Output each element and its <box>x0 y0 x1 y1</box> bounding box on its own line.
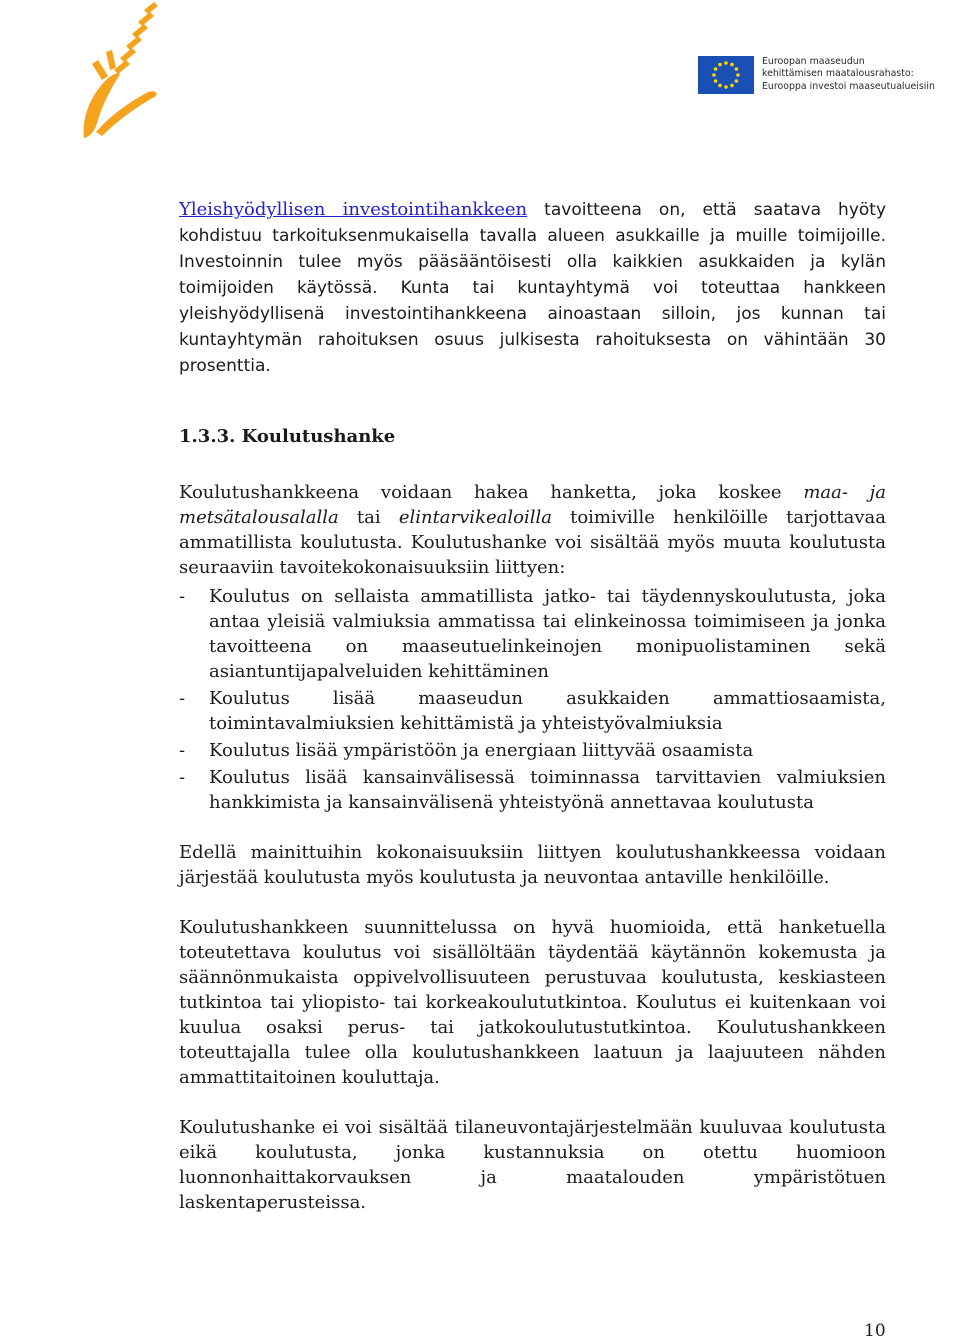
list-dash: - <box>179 586 186 607</box>
list-dash: - <box>179 767 186 788</box>
list-item-text: Koulutus on sellaista ammatillista jatko- tai täydennyskoulutusta, joka antaa yleisiä valmiuksia ammatissa tai elinkeinossa toimimiseen ja jonka tavoitteena on maaseutuelinkeinojen monipuolistaminen sekä asiantuntijapalveluiden kehittäminen <box>209 586 886 682</box>
page-number: 10 <box>864 1321 886 1341</box>
section-heading: 1.3.3. Koulutushanke <box>179 426 396 447</box>
list-item-text: Koulutus lisää kansainvälisessä toiminnassa tarvittavien valmiuksien hankkimista ja kansainvälisenä yhteistyönä annettavaa koulutusta <box>209 767 886 813</box>
paragraph-koulutushanke <box>179 480 886 580</box>
paragraph-text: tai <box>338 507 399 528</box>
list-item <box>179 686 886 736</box>
eu-caption-line: Euroopan maaseudun <box>762 56 865 67</box>
link-yleishyodyllinen-investointihanke[interactable]: Yleishyödyllisen investointihankkeen <box>179 199 528 220</box>
paragraph-planning: Koulutushankkeen suunnittelussa on hyvä huomioida, että hanketuella toteutettava koulutus voi sisällöltään täydentää käytännön kokemusta ja säännönmukaista oppivelvollisuuteen perustuvaa koulutusta, keskiasteen tutkintoa tai yliopisto- tai korkeakoulututkintoa. Koulutus ei kuitenkaan voi kuulua osaksi perus- tai jatkokoulutustutkintoa. Koulutushankkeen toteuttajalla tulee olla koulutushankkeen laatuun ja laajuuteen nähden ammattitaitoinen kouluttaja. <box>179 917 886 1088</box>
list-item <box>179 765 886 815</box>
paragraph-text: tavoitteena on, että saatava hyöty kohdistuu tarkoituksenmukaisella tavalla alueen asukkaille ja muille toimijoille. Investoinnin tulee myös pääsääntöisesti olla kaikkien asukkaiden ja kylän toimijoiden käytössä. <box>179 200 887 298</box>
eu-funding-logo <box>698 56 938 96</box>
document-body <box>179 197 886 1215</box>
emphasis-text: elintarvikealoilla <box>398 507 552 528</box>
list-item <box>179 738 886 763</box>
eu-caption-line: Eurooppa investoi maaseutualueisiin <box>762 80 935 92</box>
paragraph-exclusions: Koulutushanke ei voi sisältää tilaneuvontajärjestelmään kuuluvaa koulutusta eikä koulutusta, jonka kustannuksia on otettu huomioon luonnonhaittakorvauksen ja maatalouden ympäristötuen laskentaperusteissa. <box>179 1117 886 1213</box>
leader-logo-icon <box>74 0 164 142</box>
eu-caption-line: kehittämisen maatalousrahasto: <box>762 68 914 80</box>
list-item-text: Koulutus lisää maaseudun asukkaiden ammattiosaamista, toimintavalmiuksien kehittämistä ja yhteistyövalmiuksia <box>209 688 886 734</box>
list-item <box>179 584 886 684</box>
paragraph-text: Koulutushankkeena voidaan hakea hanketta, joka koskee <box>179 482 804 503</box>
objectives-list <box>179 584 886 815</box>
eu-flag-icon <box>698 56 754 94</box>
emphasis-text: maa- ja metsätalousalalla <box>179 482 886 528</box>
paragraph-text: Kunta tai kuntayhtymä voi toteuttaa hankkeen yleishyödyllisenä investointihankkeena ainoastaan silloin, jos kunnan tai kuntayhtymän rahoituksen osuus julkisesta rahoituksesta on vähintään 30 prosenttia. <box>179 278 886 376</box>
list-item-text: Koulutus lisää ympäristöön ja energiaan liittyvää osaamista <box>209 740 754 761</box>
list-dash: - <box>179 688 186 709</box>
paragraph-related-training: Edellä mainittuihin kokonaisuuksiin liittyen koulutushankkeessa voidaan järjestää koulutusta myös koulutusta ja neuvontaa antaville henkilöille. <box>179 842 886 888</box>
paragraph-investment <box>179 197 886 379</box>
list-dash: - <box>179 740 186 761</box>
eu-fund-caption <box>762 56 942 93</box>
paragraph-text: toimiville henkilöille tarjottavaa ammatillista koulutusta. Koulutushanke voi sisältää myös muuta koulutusta seuraaviin tavoitekokonaisuuksiin liittyen: <box>179 507 886 578</box>
